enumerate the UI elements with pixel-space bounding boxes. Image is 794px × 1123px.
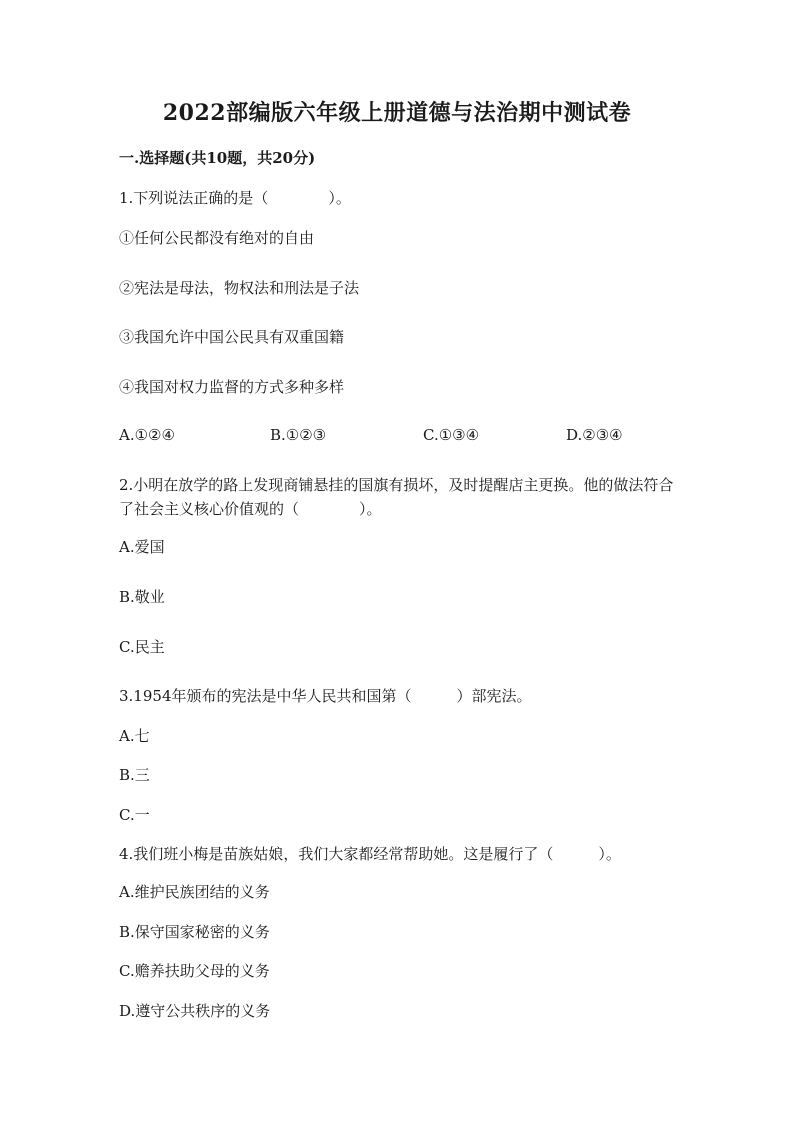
question-3-option-c: C.一 [119, 806, 150, 824]
question-1-option-d: D.②③④ [566, 426, 623, 444]
question-4-option-c: C.赡养扶助父母的义务 [119, 962, 270, 980]
question-4-option-a: A.维护民族团结的义务 [119, 883, 270, 901]
question-1-statement-3: ③我国允许中国公民具有双重国籍 [119, 328, 345, 346]
question-1-stem: 1.下列说法正确的是（ ）。 [119, 189, 351, 207]
question-2-option-c: C.民主 [119, 638, 165, 656]
question-2-stem: 2.小明在放学的路上发现商铺悬挂的国旗有损坏，及时提醒店主更换。他的做法符合了社会主义核心价值观的（ ）。 [119, 476, 674, 518]
question-1-options [119, 426, 679, 448]
section-heading: 一.选择题(共10题，共20分) [119, 149, 316, 167]
question-1-statement-1: ①任何公民都没有绝对的自由 [119, 229, 315, 247]
question-1-option-c: C.①③④ [423, 426, 480, 444]
question-3-stem: 3.1954年颁布的宪法是中华人民共和国第（ ）部宪法。 [119, 687, 532, 705]
question-3-option-a: A.七 [119, 727, 150, 745]
question-2-option-a: A.爱国 [119, 538, 165, 556]
question-4-stem: 4.我们班小梅是苗族姑娘，我们大家都经常帮助她。这是履行了（ ）。 [119, 845, 621, 863]
question-1-option-b: B.①②③ [270, 426, 327, 444]
question-1-option-a: A.①②④ [119, 426, 175, 444]
question-4-option-b: B.保守国家秘密的义务 [119, 923, 270, 941]
question-4-option-d: D.遵守公共秩序的义务 [119, 1002, 271, 1020]
question-3-option-b: B.三 [119, 766, 150, 784]
question-1-statement-4: ④我国对权力监督的方式多种多样 [119, 378, 345, 396]
exam-title: 2022部编版六年级上册道德与法治期中测试卷 [162, 100, 632, 126]
question-2-option-b: B.敬业 [119, 588, 165, 606]
question-1-statement-2: ②宪法是母法，物权法和刑法是子法 [119, 279, 360, 297]
